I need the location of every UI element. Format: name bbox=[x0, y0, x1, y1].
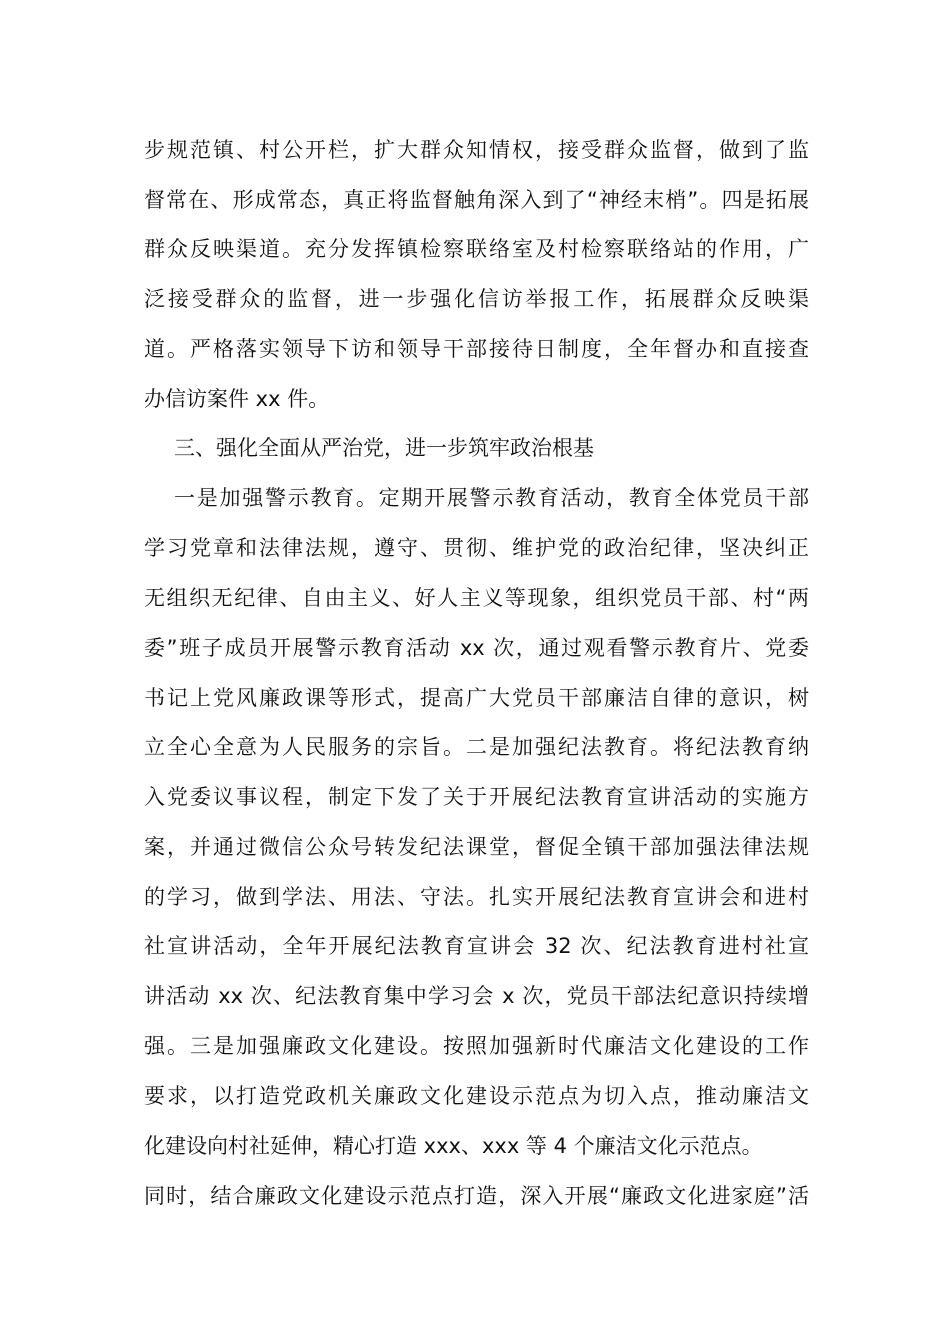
body-text-line: 群众反映渠道。充分发挥镇检察联络室及村检察联络站的作用，广 bbox=[144, 237, 809, 261]
body-text-line: 社宣讲活动，全年开展纪法教育宣讲会 32 次、纪法教育进村社宣 bbox=[144, 934, 809, 958]
body-text-line: 同时，结合廉政文化建设示范点打造，深入开展“廉政文化进家庭”活 bbox=[144, 1184, 809, 1208]
body-text-line: 立全心全意为人民服务的宗旨。二是加强纪法教育。将纪法教育纳 bbox=[144, 735, 809, 759]
body-text-line: 入党委议事议程，制定下发了关于开展纪法教育宣讲活动的实施方 bbox=[144, 785, 809, 809]
body-text-line: 书记上党风廉政课等形式，提高广大党员干部廉洁自律的意识，树 bbox=[144, 686, 809, 710]
body-text-line: 强。三是加强廉政文化建设。按照加强新时代廉洁文化建设的工作 bbox=[144, 1034, 809, 1058]
body-text-line: 化建设向村社延伸，精心打造 xxx、xxx 等 4 个廉洁文化示范点。 bbox=[144, 1134, 763, 1158]
body-text-line: 泛接受群众的监督，进一步强化信访举报工作，拓展群众反映渠 bbox=[144, 287, 809, 311]
body-text-line: 一是加强警示教育。定期开展警示教育活动，教育全体党员干部 bbox=[174, 486, 809, 510]
body-text-line: 讲活动 xx 次、纪法教育集中学习会 x 次，党员干部法纪意识持续增 bbox=[144, 984, 809, 1008]
section-heading: 三、强化全面从严治党，进一步筑牢政治根基 bbox=[174, 436, 594, 460]
body-text-line: 案，并通过微信公众号转发纪法课堂，督促全镇干部加强法律法规 bbox=[144, 835, 809, 859]
body-text-line: 督常在、形成常态，真正将监督触角深入到了“神经末梢”。四是拓展 bbox=[144, 188, 809, 212]
body-text-line: 无组织无纪律、自由主义、好人主义等现象，组织党员干部、村“两 bbox=[144, 586, 809, 610]
body-text-line: 的学习，做到学法、用法、守法。扎实开展纪法教育宣讲会和进村 bbox=[144, 885, 809, 909]
body-text-line: 办信访案件 xx 件。 bbox=[144, 387, 330, 411]
body-text-line: 要求，以打造党政机关廉政文化建设示范点为切入点，推动廉洁文 bbox=[144, 1084, 809, 1108]
body-text-line: 步规范镇、村公开栏，扩大群众知情权，接受群众监督，做到了监 bbox=[144, 138, 809, 162]
body-text-line: 学习党章和法律法规，遵守、贯彻、维护党的政治纪律，坚决纠正 bbox=[144, 536, 809, 560]
body-text-line: 委”班子成员开展警示教育活动 xx 次，通过观看警示教育片、党委 bbox=[144, 636, 809, 660]
body-text-line: 道。严格落实领导下访和领导干部接待日制度，全年督办和直接查 bbox=[144, 337, 809, 361]
